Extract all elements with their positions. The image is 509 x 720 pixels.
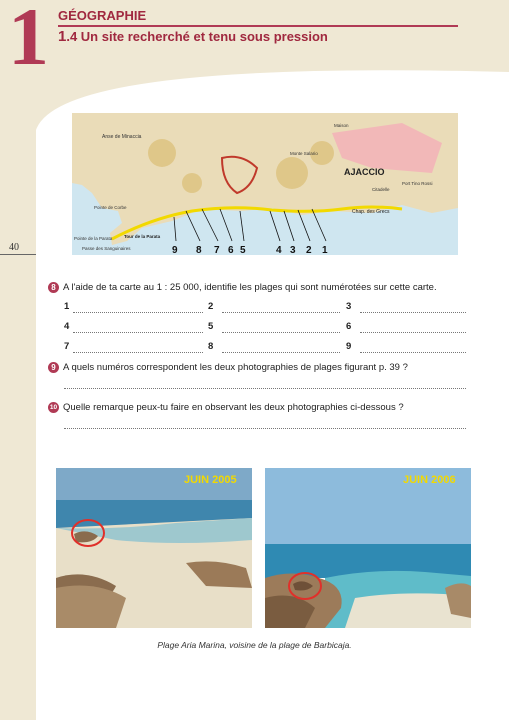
answer-line-6[interactable] — [360, 332, 466, 333]
section-number: 1 — [58, 28, 67, 45]
beach-number-2: 2 — [306, 245, 312, 255]
topographic-map — [72, 113, 458, 255]
answer-line-7[interactable] — [73, 352, 203, 353]
photo-2006 — [265, 468, 471, 628]
map-label-passe: Passe des Sanguinaires — [82, 246, 131, 251]
answer-label-7: 7 — [64, 341, 70, 352]
answer-line-question-10[interactable] — [64, 428, 466, 429]
answer-label-4: 4 — [64, 321, 70, 332]
beach-number-6: 6 — [228, 245, 234, 255]
answer-label-3: 3 — [346, 301, 352, 312]
beach-number-5: 5 — [240, 245, 246, 255]
map-label-ajaccio: AJACCIO — [344, 167, 385, 177]
map-label-pointe-parata: Pointe de la Parata — [74, 236, 113, 241]
beach-number-7: 7 — [214, 245, 220, 255]
map-label-chapelle: Chap. des Grecs — [352, 209, 390, 215]
answer-line-8[interactable] — [222, 352, 340, 353]
chapter-title: GÉOGRAPHIE — [58, 8, 147, 23]
answer-label-1: 1 — [64, 301, 70, 312]
map-label-pointe-corbe: Pointe de Corbe — [94, 205, 127, 210]
answer-line-1[interactable] — [73, 312, 203, 313]
section-title-text: .4 Un site recherché et tenu sous pression — [66, 29, 328, 44]
answer-line-2[interactable] — [222, 312, 340, 313]
beach-number-4: 4 — [276, 245, 282, 255]
answer-label-2: 2 — [208, 301, 214, 312]
answer-label-5: 5 — [208, 321, 214, 332]
beach-number-8: 8 — [196, 245, 202, 255]
beach-number-9: 9 — [172, 245, 178, 255]
map-label-anse: Anse de Minaccia — [102, 134, 142, 140]
answer-line-4[interactable] — [73, 332, 203, 333]
photo-date-2005: JUIN 2005 — [184, 474, 237, 486]
question-icon-10: 10 — [49, 404, 58, 411]
map-label-citadelle: Citadelle — [372, 187, 390, 192]
question-10-text: Quelle remarque peux-tu faire en observant les deux photographies ci-dessous ? — [63, 402, 404, 414]
answer-line-3[interactable] — [360, 312, 466, 313]
photo-date-2006: JUIN 2006 — [403, 474, 456, 486]
photo-2005 — [56, 468, 252, 628]
map-label-maison: Maison — [334, 123, 349, 128]
answer-label-6: 6 — [346, 321, 352, 332]
question-icon-8: 8 — [48, 282, 59, 293]
answer-line-5[interactable] — [222, 332, 340, 333]
question-9-text: A quels numéros correspondent les deux photographies de plages figurant p. 39 ? — [63, 362, 408, 374]
map-label-monte: Monte Salario — [290, 151, 318, 156]
photo-caption: Plage Aria Marina, voisine de la plage de Barbicaja. — [157, 640, 352, 650]
question-10 — [48, 402, 404, 413]
map-label-port: Port Tino Rossi — [402, 181, 433, 186]
question-icon-9: 9 — [48, 362, 59, 373]
beach-number-3: 3 — [290, 245, 296, 255]
question-8-text: A l'aide de ta carte au 1 : 25 000, identifie les plages qui sont numérotées sur cette carte. — [63, 282, 437, 294]
question-8 — [48, 282, 437, 293]
map-label-tour: Tour de la Parata — [124, 234, 161, 239]
header-rule — [58, 25, 458, 27]
page-number-rule — [0, 254, 36, 255]
chapter-number: 1 — [8, 0, 49, 82]
answer-line-question-9[interactable] — [64, 388, 466, 389]
page-number: 40 — [9, 242, 19, 253]
answer-label-9: 9 — [346, 341, 352, 352]
answer-line-9[interactable] — [360, 352, 466, 353]
question-9 — [48, 362, 408, 373]
section-title — [58, 28, 328, 45]
answer-label-8: 8 — [208, 341, 214, 352]
beach-number-1: 1 — [322, 245, 328, 255]
